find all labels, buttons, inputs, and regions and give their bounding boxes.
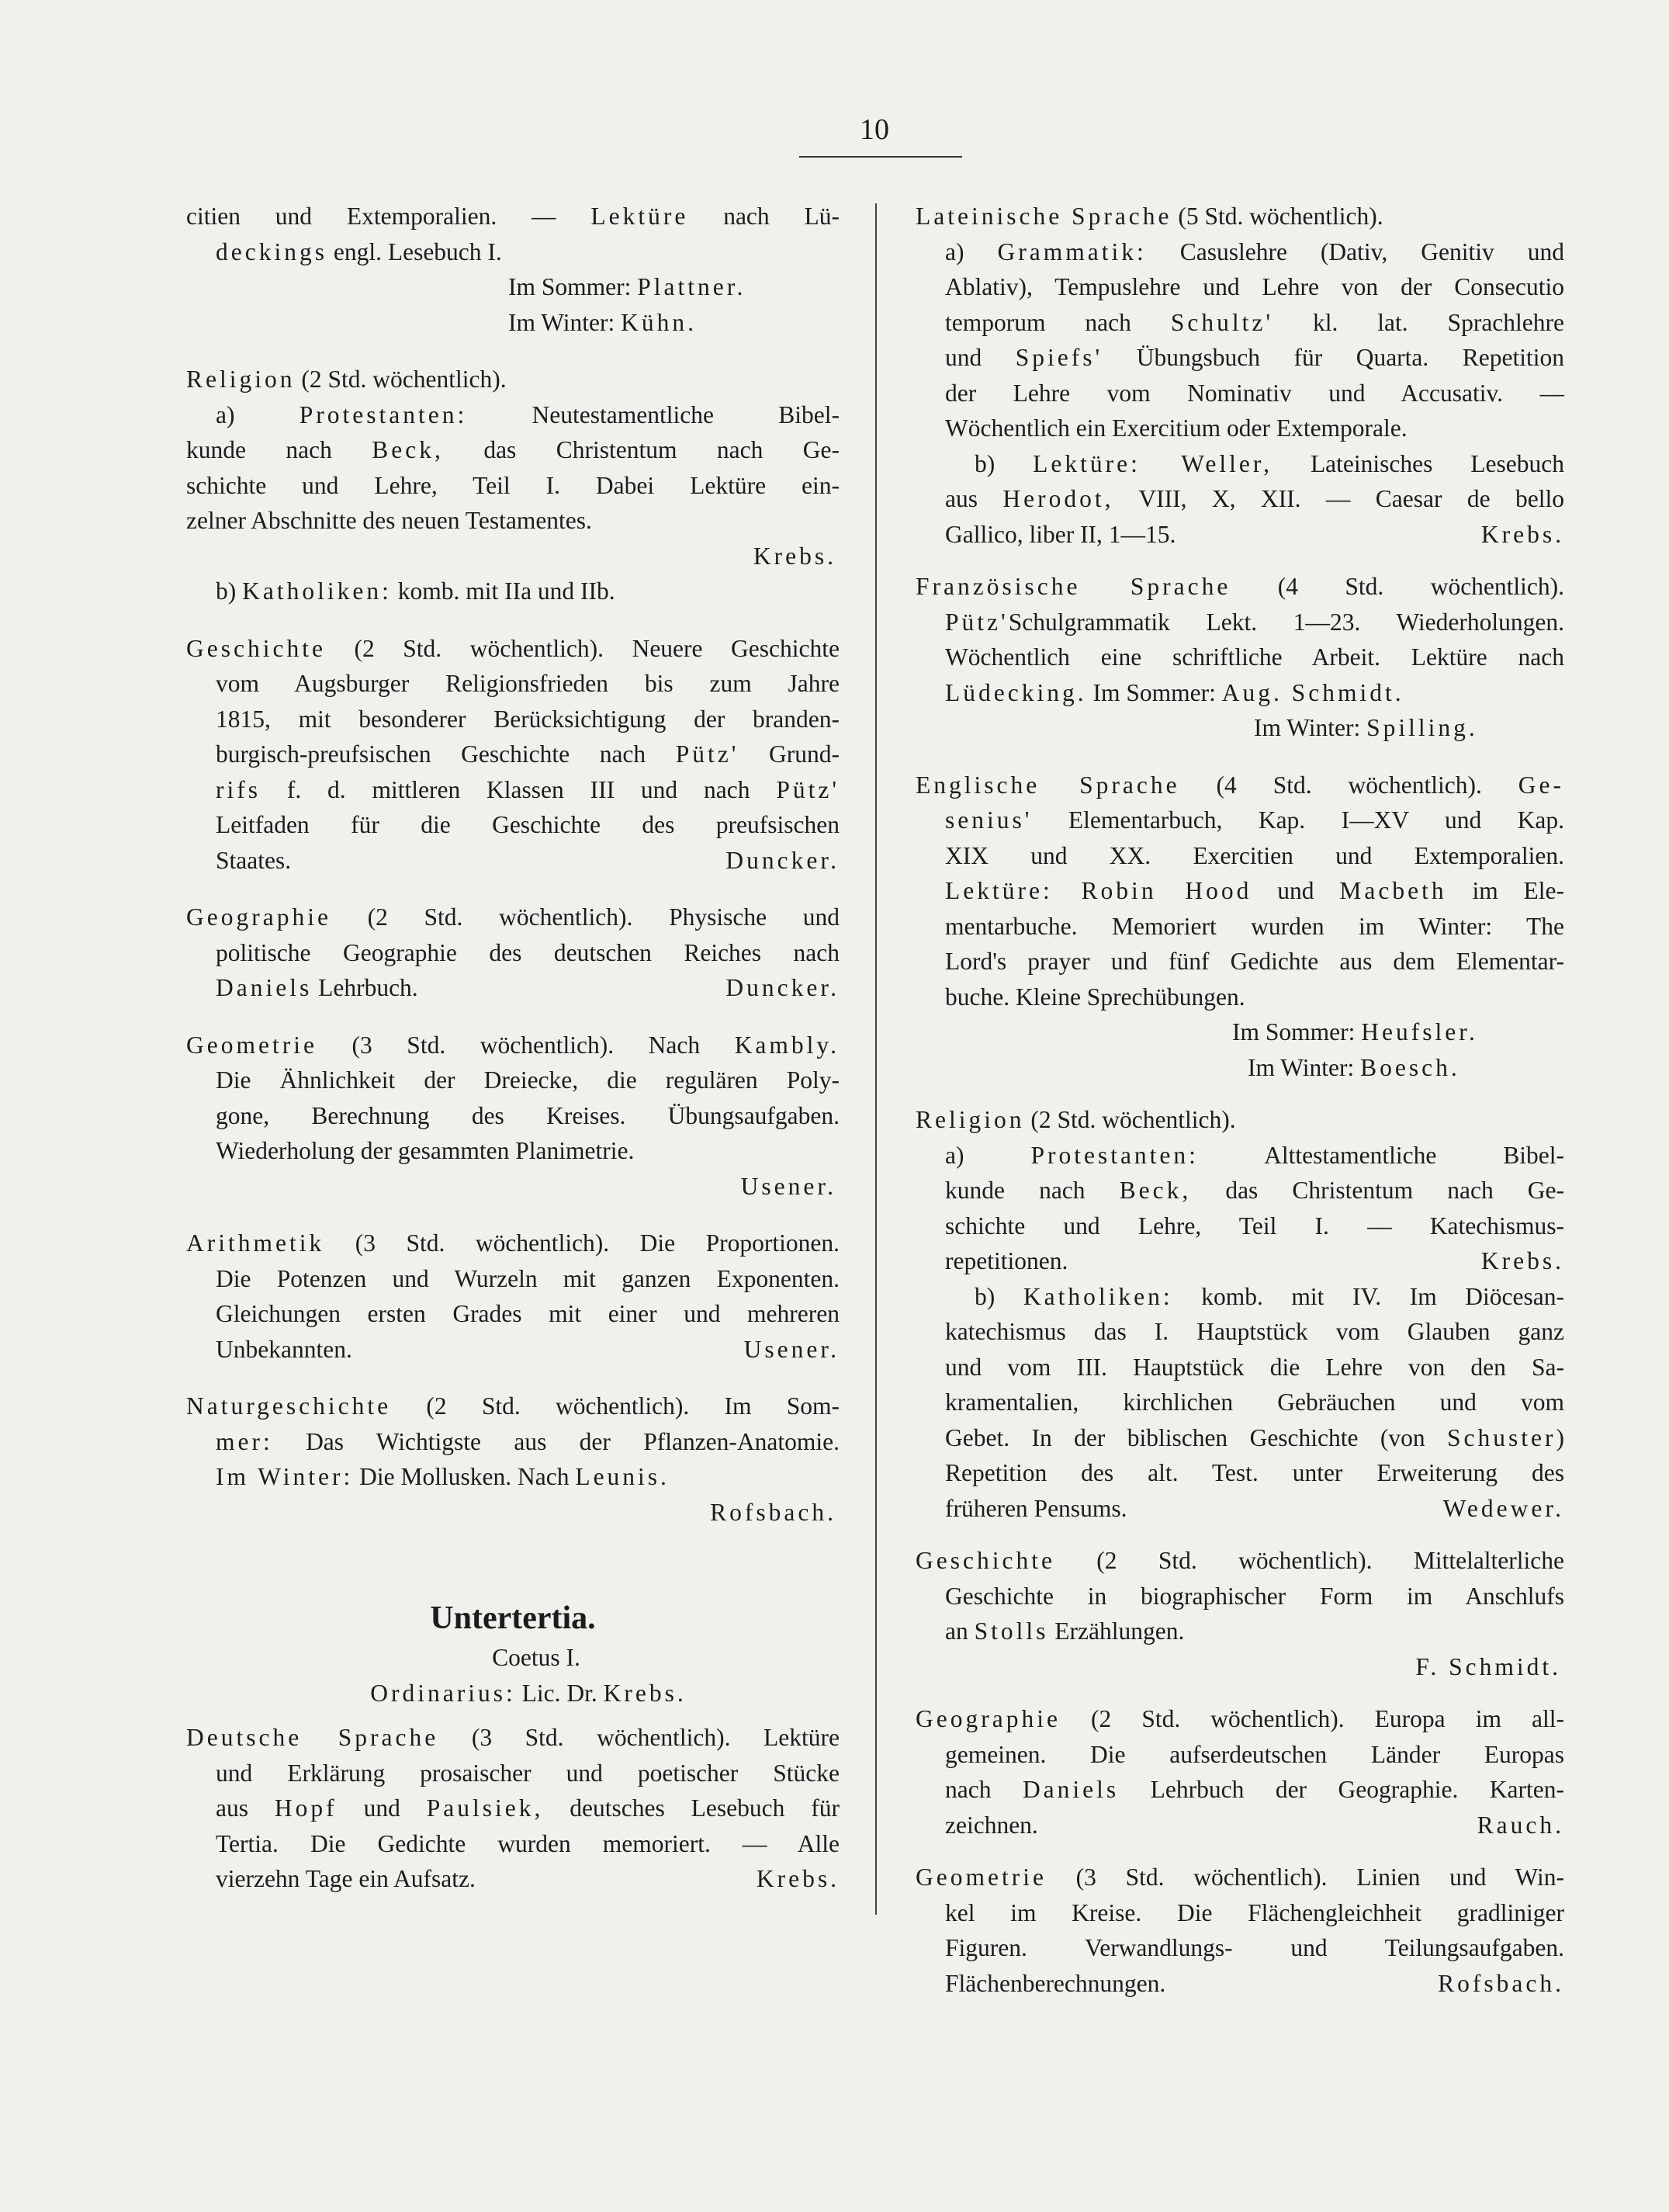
page-number-rule [799, 156, 962, 158]
text-line: vom Augsburger Religionsfrieden bis zum Jahre [216, 670, 840, 697]
text-line: Wöchentlich eine schriftliche Arbeit. Lektüre nach [945, 643, 1564, 671]
subject-religion-right [916, 1102, 1564, 1526]
teacher-winter: Im Winter: Boesch. [1248, 1053, 1460, 1081]
subject-englisch [916, 768, 1564, 1086]
teacher-winter: Im Winter: Kühn. [508, 308, 697, 336]
text-line: b) Lektüre: Weller, Lateinisches Lesebuch [975, 449, 1564, 477]
subject-arithmetik [186, 1226, 840, 1367]
text-line: Im Winter: Die Mollusken. Nach Leunis. [216, 1463, 670, 1490]
teacher-name: Wedewer. [1442, 1494, 1564, 1522]
text-line: und Erklärung prosaischer und poetischer Stücke [216, 1759, 840, 1787]
text-line: Wiederholung der gesammten Planimetrie. [216, 1137, 635, 1164]
text-line: und Spiefs' Übungsbuch für Quarta. Repetition [945, 344, 1565, 371]
text-line: gone, Berechnung des Kreises. Übungsaufgaben. [216, 1101, 840, 1129]
subject-heading: Geographie (2 Std. wöchentlich). Europa im all- [916, 1705, 1564, 1732]
subject-deutsch [186, 1720, 840, 1897]
text-line: vierzehn Tage ein Aufsatz. Krebs. [186, 1861, 840, 1897]
subject-geometrie [186, 1028, 840, 1205]
column-divider [875, 203, 877, 1915]
text-line: zelner Abschnitte des neuen Testamentes. [186, 507, 592, 534]
text-line: kunde nach Beck, das Christentum nach Ge- [186, 436, 840, 463]
text-line: schichte und Lehre, Teil I. Dabei Lektüre ein- [186, 471, 840, 499]
left-column [186, 199, 840, 1914]
subject-heading: Geometrie (3 Std. wöchentlich). Nach Kambly. [186, 1031, 840, 1059]
teacher-name: Rofsbach. [1438, 1969, 1564, 1997]
section-heading-untertertia: Untertertia. [430, 1600, 596, 1636]
subject-heading: Arithmetik (3 Std. wöchentlich). Die Proportionen. [186, 1229, 840, 1257]
subject-heading: Geschichte (2 Std. wöchentlich). Mittelalterliche [916, 1547, 1564, 1574]
teacher-summer: Im Sommer: Heufsler. [1232, 1018, 1478, 1045]
text-line: Flächenberechnungen. Rofsbach. [916, 1966, 1564, 2002]
text-line: buche. Kleine Sprechübungen. [945, 983, 1245, 1011]
text-line: deckings engl. Lesebuch I. [216, 237, 502, 265]
subject-geographie [186, 900, 840, 1006]
text-line: b) Katholiken: komb. mit IIa und IIb. [216, 577, 615, 605]
ordinarius-line: Ordinarius: Lic. Dr. Krebs. [370, 1679, 687, 1707]
text-line: a) Protestanten: Neutestamentliche Bibel- [216, 400, 840, 428]
text-line: Gleichungen ersten Grades mit einer und mehreren [216, 1300, 840, 1327]
teacher-name: Duncker. [725, 974, 840, 1001]
text-line: a) Grammatik: Casuslehre (Dativ, Genitiv und [945, 237, 1564, 265]
subject-heading: Geometrie (3 Std. wöchentlich). Linien und Win- [916, 1864, 1564, 1891]
teacher-name: Krebs. [1480, 520, 1564, 548]
text-line: zeichnen. Rauch. [916, 1808, 1564, 1843]
subject-geschichte [186, 631, 840, 879]
teacher-summer: Im Sommer: Plattner. [508, 273, 746, 300]
subject-latein [916, 199, 1564, 552]
text-line: repetitionen. Krebs. [916, 1243, 1564, 1279]
teacher-name: Usener. [743, 1335, 840, 1363]
text-line: an Stolls Erzählungen. [945, 1617, 1185, 1645]
text-line: 1815, mit besonderer Berücksichtigung der branden- [216, 705, 840, 733]
subject-religion [186, 362, 840, 609]
text-line: b) Katholiken: komb. mit IV. Im Diöcesan- [975, 1282, 1564, 1310]
text-line: katechismus das I. Hauptstück vom Glauben ganz [945, 1318, 1564, 1345]
teacher-name: F. Schmidt. [1415, 1652, 1561, 1680]
text-line: citien und Extemporalien. — Lektüre nach Lü- [186, 203, 840, 230]
text-line: und vom III. Hauptstück die Lehre von den Sa- [945, 1353, 1564, 1381]
text-line: mentarbuche. Memoriert wurden im Winter: The [945, 912, 1564, 940]
text-line: Unbekannten. Usener. [186, 1332, 840, 1368]
text-line: Tertia. Die Gedichte wurden memoriert. — Alle [216, 1829, 840, 1857]
text-line: Geschichte in biographischer Form im Anschlufs [945, 1582, 1564, 1610]
text-line: der Lehre vom Nominativ und Accusativ. — [945, 379, 1564, 407]
text-line: aus Hopf und Paulsiek, deutsches Lesebuch für [216, 1794, 840, 1822]
subject-geographie-right [916, 1701, 1564, 1843]
coetus-label: Coetus I. [492, 1644, 580, 1671]
text-line: rifs f. d. mittleren Klassen III und nach Pütz' [216, 775, 840, 803]
subject-heading: Französische Sprache (4 Std. wöchentlich). [916, 573, 1565, 600]
text-line: Pütz'Schulgrammatik Lekt. 1—23. Wiederholungen. [945, 608, 1564, 636]
text-line: burgisch-preufsischen Geschichte nach Pütz' Grund- [216, 740, 840, 768]
text-line: Die Ähnlichkeit der Dreiecke, die regulären Poly- [216, 1066, 840, 1094]
page-number: 10 [860, 113, 889, 146]
text-line: Die Potenzen und Wurzeln mit ganzen Exponenten. [216, 1264, 840, 1292]
text-line: mer: Das Wichtigste aus der Pflanzen-Anatomie. [216, 1427, 840, 1455]
right-column [916, 199, 1564, 2018]
subject-geschichte-right [916, 1543, 1564, 1684]
text-line: gemeinen. Die aufserdeutschen Länder Europas [945, 1740, 1564, 1768]
subject-naturgeschichte [186, 1389, 840, 1530]
subject-heading: Deutsche Sprache (3 Std. wöchentlich). Lektüre [186, 1724, 840, 1751]
text-line: Daniels Lehrbuch. Duncker. [186, 970, 840, 1006]
text-line: Leitfaden für die Geschichte des preufsischen [216, 811, 840, 838]
teacher-name: Krebs. [1480, 1247, 1564, 1274]
text-line: schichte und Lehre, Teil I. — Katechismus- [945, 1212, 1564, 1239]
text-line: Wöchentlich ein Exercitium oder Extemporale. [945, 414, 1408, 442]
text-line: kunde nach Beck, das Christentum nach Ge- [945, 1177, 1564, 1204]
subject-heading: Religion (2 Std. wöchentlich). [186, 366, 507, 393]
subject-heading: Religion (2 Std. wöchentlich). [916, 1106, 1236, 1133]
teacher-name: Krebs. [753, 542, 836, 570]
text-line: XIX und XX. Exercitien und Extemporalien. [945, 841, 1564, 869]
text-line: Lüdecking. Im Sommer: Aug. Schmidt. [945, 678, 1404, 706]
subject-franz [916, 569, 1564, 746]
subject-heading: Englische Sprache (4 Std. wöchentlich). Ge- [916, 771, 1565, 799]
teacher-name: Rauch. [1477, 1811, 1564, 1839]
subject-heading: Lateinische Sprache (5 Std. wöchentlich). [916, 203, 1383, 230]
english-continuation [186, 199, 840, 340]
subject-heading: Geschichte (2 Std. wöchentlich). Neuere Geschichte [186, 634, 840, 662]
text-line: Figuren. Verwandlungs- und Teilungsaufgaben. [945, 1934, 1564, 1961]
text-line: kramentalien, kirchlichen Gebräuchen und vom [945, 1389, 1564, 1416]
text-line: politische Geographie des deutschen Reiches nach [216, 938, 840, 966]
text-line: Lord's prayer und fünf Gedichte aus dem Elementar- [945, 948, 1564, 975]
text-line: nach Daniels Lehrbuch der Geographie. Karten- [945, 1776, 1564, 1803]
teacher-name: Usener. [740, 1172, 836, 1200]
text-line: Repetition des alt. Test. unter Erweiterung des [945, 1459, 1564, 1486]
text-line: temporum nach Schultz' kl. lat. Sprachlehre [945, 308, 1564, 336]
subject-heading: Geographie (2 Std. wöchentlich). Physische und [186, 903, 840, 931]
text-line: Lektüre: Robin Hood und Macbeth im Ele- [945, 877, 1565, 904]
text-line: aus Herodot, VIII, X, XII. — Caesar de bello [945, 485, 1564, 512]
text-line: kel im Kreise. Die Flächengleichheit gradliniger [945, 1898, 1564, 1926]
subject-geometrie-right [916, 1860, 1564, 2001]
text-line: Gebet. In der biblischen Geschichte (von Schuster) [945, 1423, 1564, 1451]
text-line: senius' Elementarbuch, Kap. I—XV und Kap. [945, 806, 1564, 834]
text-line: Ablativ), Tempuslehre und Lehre von der Consecutio [945, 273, 1564, 300]
text-line: früheren Pensums. Wedewer. [916, 1491, 1564, 1527]
teacher-winter: Im Winter: Spilling. [1254, 714, 1478, 741]
teacher-name: Rofsbach. [710, 1498, 836, 1526]
subject-heading: Naturgeschichte (2 Std. wöchentlich). Im Som- [186, 1392, 840, 1420]
teacher-name: Duncker. [725, 846, 840, 874]
text-line: Gallico, liber II, 1—15. Krebs. [916, 517, 1564, 553]
teacher-name: Krebs. [756, 1865, 840, 1892]
text-line: a) Protestanten: Alttestamentliche Bibel- [945, 1141, 1564, 1169]
text-line: Staates. Duncker. [186, 843, 840, 879]
